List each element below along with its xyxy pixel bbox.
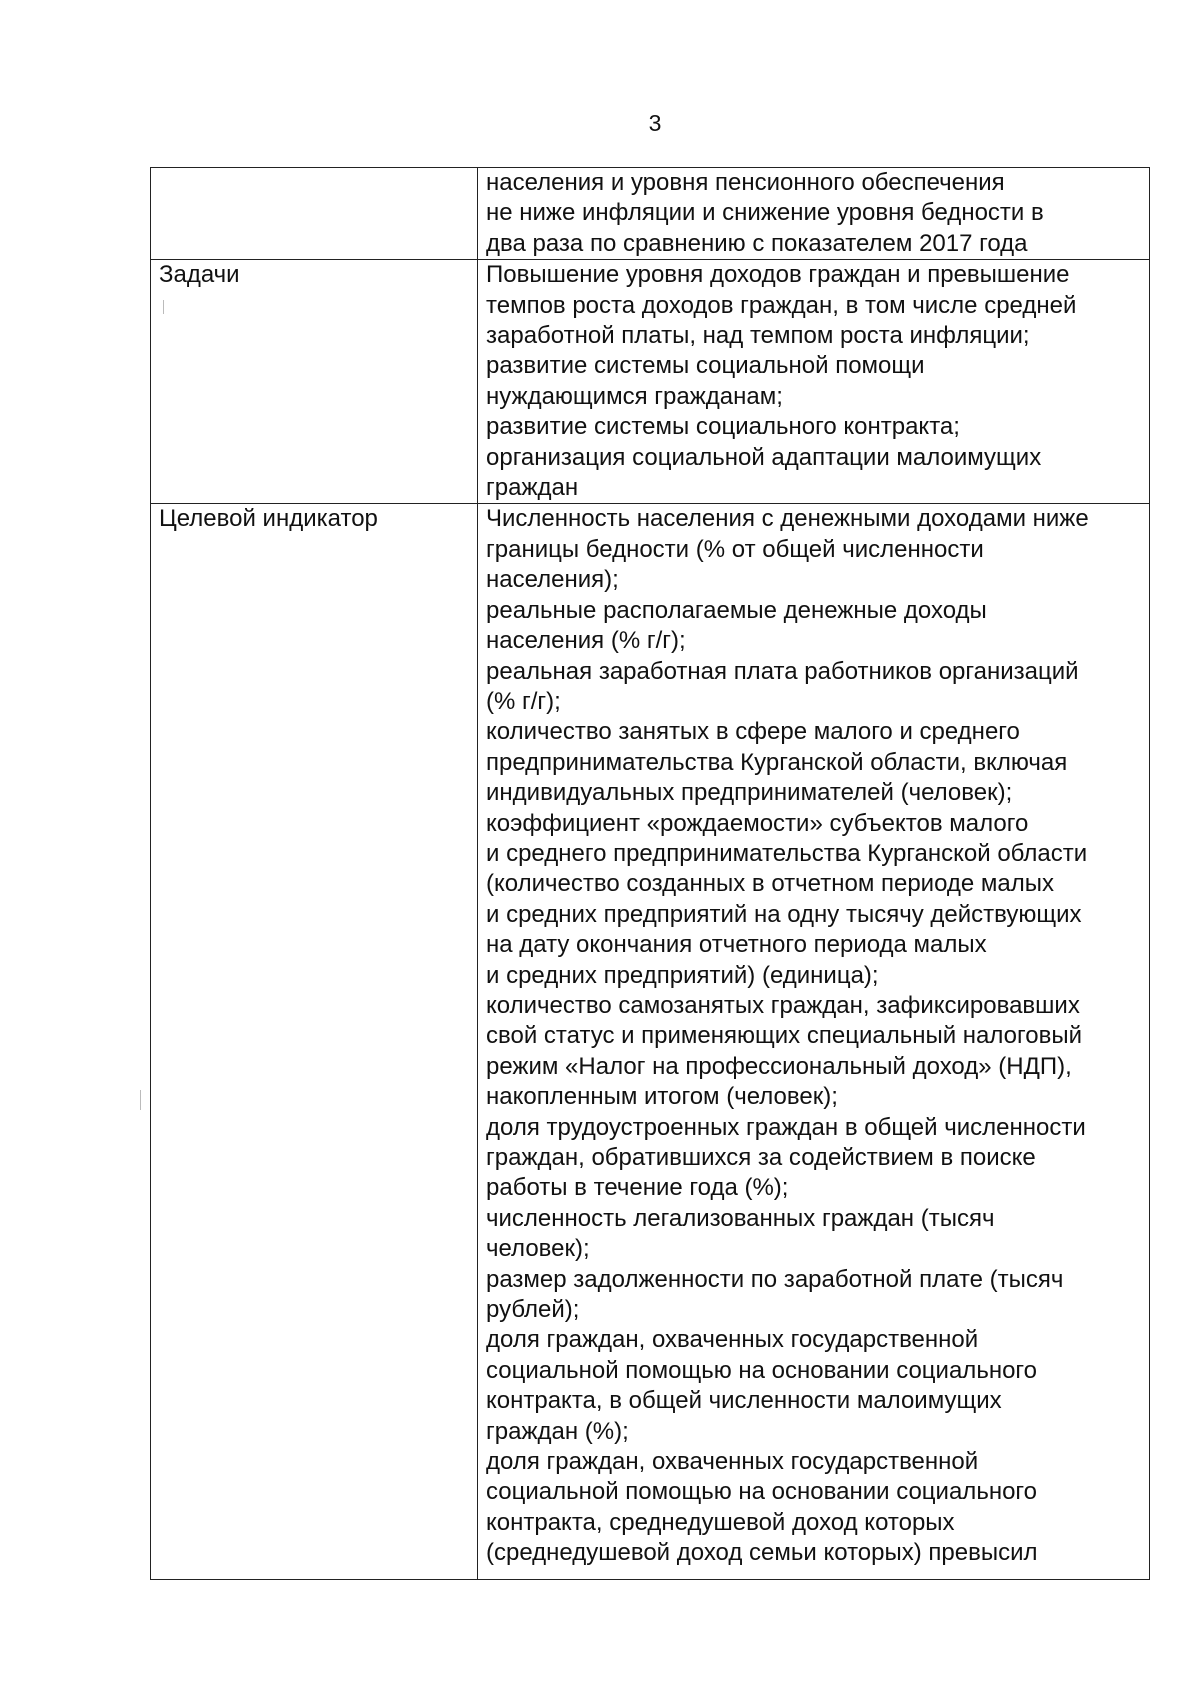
row-text-line: границы бедности (% от общей численности — [486, 535, 984, 563]
row-text-line: реальные располагаемые денежные доходы — [486, 596, 987, 624]
row-text-line: количество занятых в сфере малого и среднего — [486, 718, 1020, 746]
row-text-line: индивидуальных предпринимателей (человек); — [486, 779, 1013, 807]
row-text-line: доля трудоустроенных граждан в общей численности — [486, 1113, 1086, 1141]
row-content-cell — [478, 168, 1150, 260]
row-text-line: организация социальной адаптации малоимущих — [486, 443, 1042, 471]
row-text-line: населения); — [486, 566, 619, 594]
table-row — [151, 504, 1150, 1579]
row-text-line: (среднедушевой доход семьи которых) превысил — [486, 1539, 1038, 1567]
row-text-line: контракта, среднедушевой доход которых — [486, 1508, 955, 1536]
row-text-line: контракта, в общей численности малоимущих — [486, 1387, 1002, 1415]
row-text-line: социальной помощью на основании социального — [486, 1478, 1037, 1506]
row-text-line: реальная заработная плата работников организаций — [486, 657, 1079, 685]
row-text-line: количество самозанятых граждан, зафиксировавших — [486, 991, 1080, 1019]
row-text-line: и средних предприятий) (единица); — [486, 961, 879, 989]
row-content-cell — [478, 260, 1150, 504]
row-text-line: развитие системы социального контракта; — [486, 413, 960, 441]
table-row — [151, 260, 1150, 504]
row-text-line: населения и уровня пенсионного обеспечения — [486, 169, 1005, 196]
row-text-line: и средних предприятий на одну тысячу действующих — [486, 900, 1082, 928]
program-passport-table — [150, 167, 1150, 1580]
row-label: Задачи — [159, 261, 240, 289]
row-text-line: человек); — [486, 1235, 590, 1263]
row-text-line: работы в течение года (%); — [486, 1174, 789, 1202]
row-label-cell — [151, 504, 478, 1579]
row-text-line: режим «Налог на профессиональный доход» (НДП), — [486, 1052, 1072, 1080]
row-text-line: заработной платы, над темпом роста инфляции; — [486, 322, 1030, 350]
scan-artifact — [140, 1090, 141, 1110]
row-text-line: доля граждан, охваченных государственной — [486, 1448, 979, 1476]
row-text-line: населения (% г/г); — [486, 627, 686, 655]
row-text-line: и среднего предпринимательства Курганской области — [486, 839, 1088, 867]
row-text-line: предпринимательства Курганской области, включая — [486, 748, 1068, 776]
row-text-line: темпов роста доходов граждан, в том числе средней — [486, 291, 1077, 319]
row-content-cell — [478, 504, 1150, 1579]
table-row — [151, 168, 1150, 260]
row-label: Целевой индикатор — [159, 505, 378, 533]
row-text-line: накопленным итогом (человек); — [486, 1083, 838, 1111]
row-text-line: Численность населения с денежными доходами ниже — [486, 505, 1089, 533]
row-text-line: численность легализованных граждан (тысяч — [486, 1204, 995, 1232]
row-text-line: свой статус и применяющих специальный налоговый — [486, 1022, 1082, 1050]
page-number: 3 — [648, 110, 662, 136]
row-text-line: (количество созданных в отчетном периоде малых — [486, 870, 1055, 898]
row-text-line: граждан (%); — [486, 1417, 629, 1445]
row-text-line: доля граждан, охваченных государственной — [486, 1326, 979, 1354]
row-text-line: Повышение уровня доходов граждан и превышение — [486, 261, 1070, 289]
row-text-line: граждан, обратившихся за содействием в поиске — [486, 1144, 1036, 1171]
row-label-cell — [151, 260, 478, 504]
row-text-line: на дату окончания отчетного периода малых — [486, 931, 987, 959]
row-text-line: два раза по сравнению с показателем 2017 года — [486, 229, 1028, 257]
row-text-line: рублей); — [486, 1296, 580, 1324]
row-text-line: социальной помощью на основании социального — [486, 1356, 1037, 1384]
row-text-line: граждан — [486, 474, 579, 502]
row-text-line: нуждающимся гражданам; — [486, 382, 783, 410]
row-text-line: развитие системы социальной помощи — [486, 352, 925, 380]
row-label-cell — [151, 168, 478, 260]
row-text-line: не ниже инфляции и снижение уровня бедности в — [486, 199, 1044, 227]
row-text-line: размер задолженности по заработной плате (тысяч — [486, 1265, 1064, 1293]
row-text-line: (% г/г); — [486, 687, 561, 715]
table-body — [151, 168, 1150, 1580]
row-text-line: коэффициент «рождаемости» субъектов малого — [486, 809, 1029, 837]
scan-artifact — [163, 300, 164, 314]
